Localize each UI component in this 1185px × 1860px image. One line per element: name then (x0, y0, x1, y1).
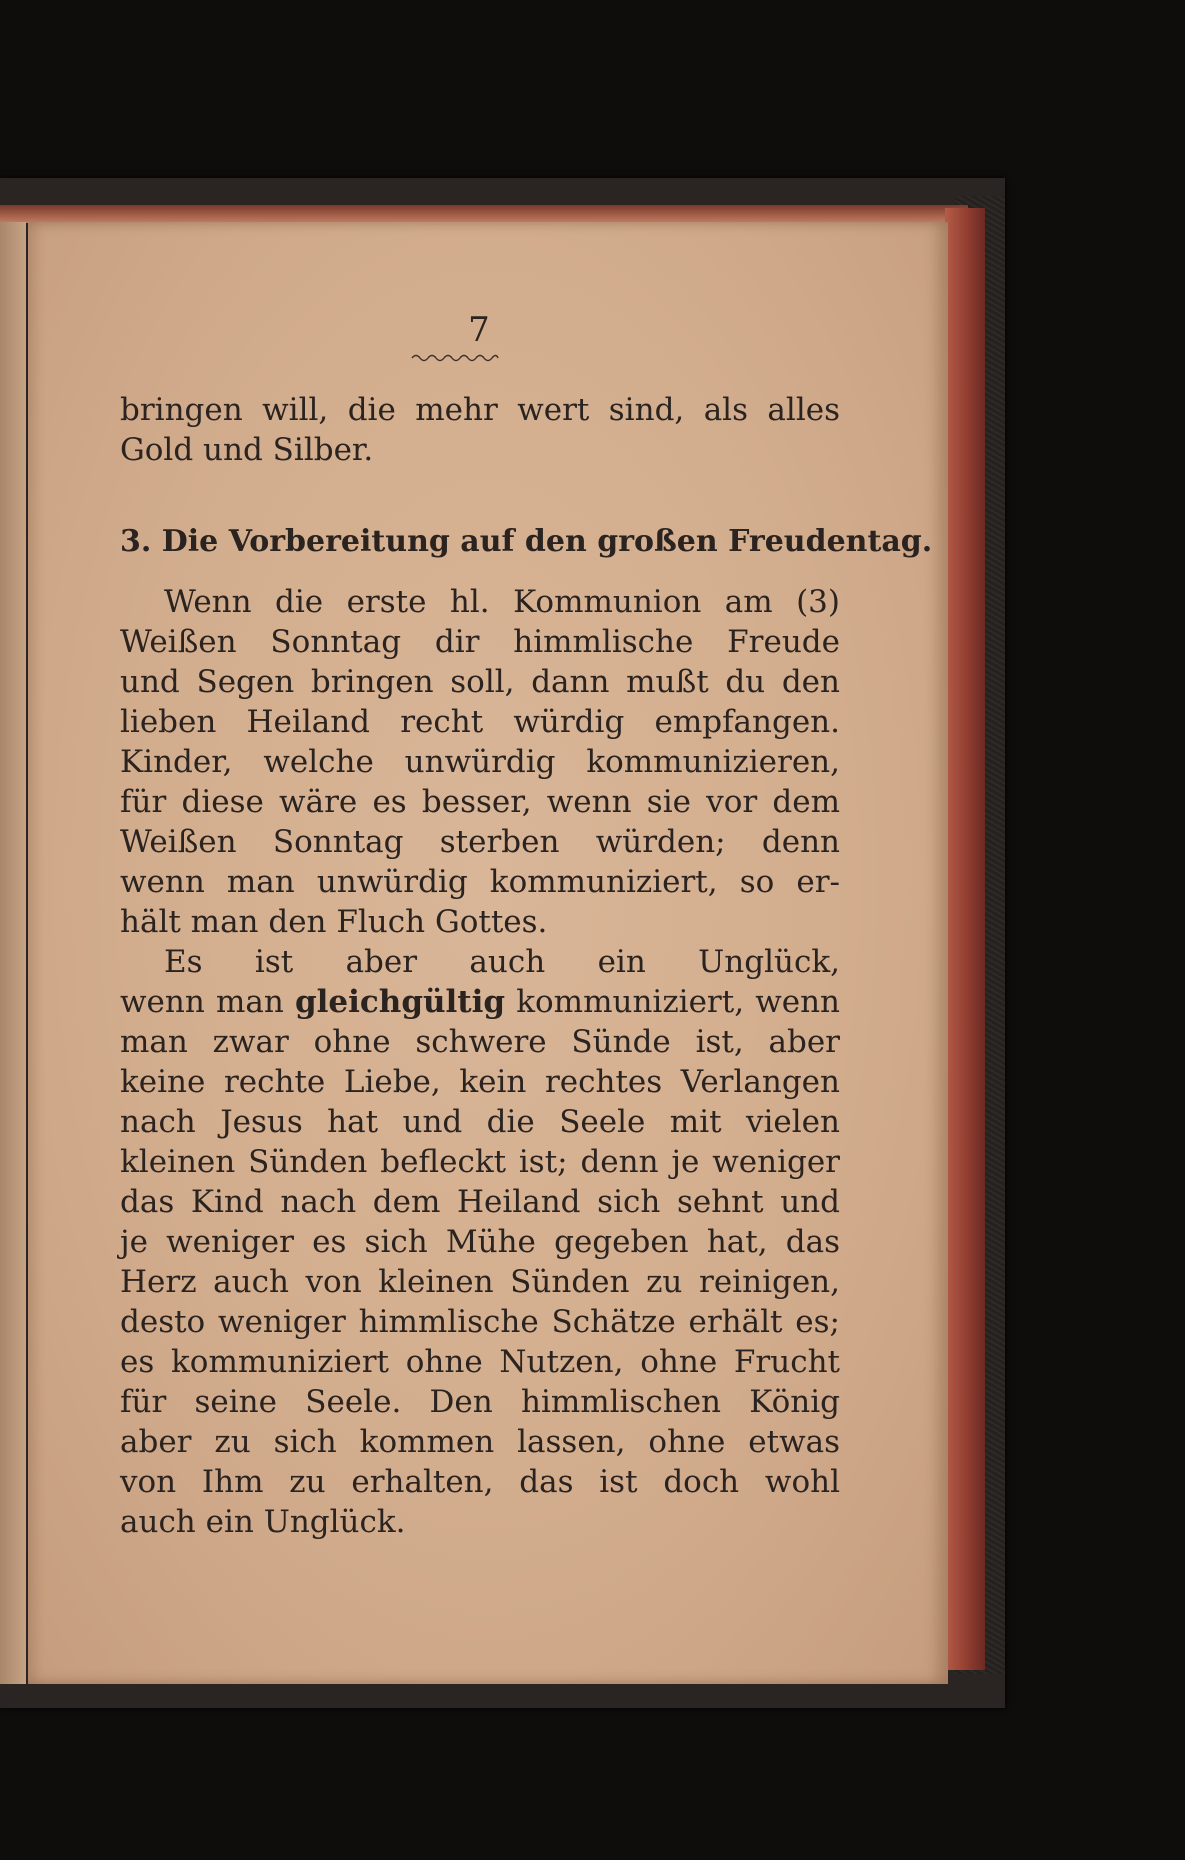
text-line: für diese wäre es besser, wenn sie vor dem (120, 784, 840, 820)
text-line: wenn man unwürdig kommuniziert, so er- (120, 864, 840, 900)
text-line (120, 982, 840, 1022)
text-fragment: kommuniziert, wenn (505, 984, 840, 1020)
facing-page-strip (0, 222, 26, 1684)
book-page (28, 222, 948, 1684)
text-line: Wenn die erste hl. Kommunion am (3) (164, 584, 840, 620)
text-line: das Kind nach dem Heiland sich sehnt und (120, 1184, 840, 1220)
text-line: bringen will, die mehr wert sind, als alles (120, 392, 840, 428)
text-line: kleinen Sünden befleckt ist; denn je weniger (120, 1144, 840, 1180)
page-number: 7 (468, 310, 490, 350)
text-line: Es ist aber auch ein Unglück, (164, 944, 840, 980)
text-line: und Segen bringen soll, dann mußt du den (120, 664, 840, 700)
text-fragment: wenn man (120, 984, 295, 1020)
red-page-edge-top (0, 205, 968, 223)
text-line: keine rechte Liebe, kein rechtes Verlangen (120, 1064, 840, 1100)
text-line: Weißen Sonntag sterben würden; denn (120, 824, 840, 860)
page-text (120, 390, 933, 1542)
text-line: von Ihm zu erhalten, das ist doch wohl (120, 1464, 840, 1500)
text-line: Herz auch von kleinen Sünden zu reinigen, (120, 1264, 840, 1300)
text-line: Gold und Silber. (120, 432, 374, 468)
red-page-edge-right (945, 208, 985, 1670)
text-line: je weniger es sich Mühe gegeben hat, das (120, 1224, 840, 1260)
emphasized-word: gleichgültig (294, 984, 506, 1020)
text-line: für seine Seele. Den himmlischen König (120, 1384, 840, 1420)
text-line: nach Jesus hat und die Seele mit vielen (120, 1104, 840, 1140)
text-line: hält man den Fluch Gottes. (120, 904, 548, 940)
text-line: es kommuniziert ohne Nutzen, ohne Frucht (120, 1344, 840, 1380)
text-line: Weißen Sonntag dir himmlische Freude (120, 624, 840, 660)
text-line: desto weniger himmlische Schätze erhält es; (120, 1304, 840, 1340)
text-line: lieben Heiland recht würdig empfangen. (120, 704, 840, 740)
text-line: auch ein Unglück. (120, 1504, 406, 1540)
text-line: aber zu sich kommen lassen, ohne etwas (120, 1424, 840, 1460)
section-heading: 3. Die Vorbereitung auf den großen Freudentag. (120, 524, 933, 559)
text-line: man zwar ohne schwere Sünde ist, aber (120, 1024, 840, 1060)
text-line: Kinder, welche unwürdig kommunizieren, (120, 744, 840, 780)
ornament-divider (410, 352, 500, 362)
